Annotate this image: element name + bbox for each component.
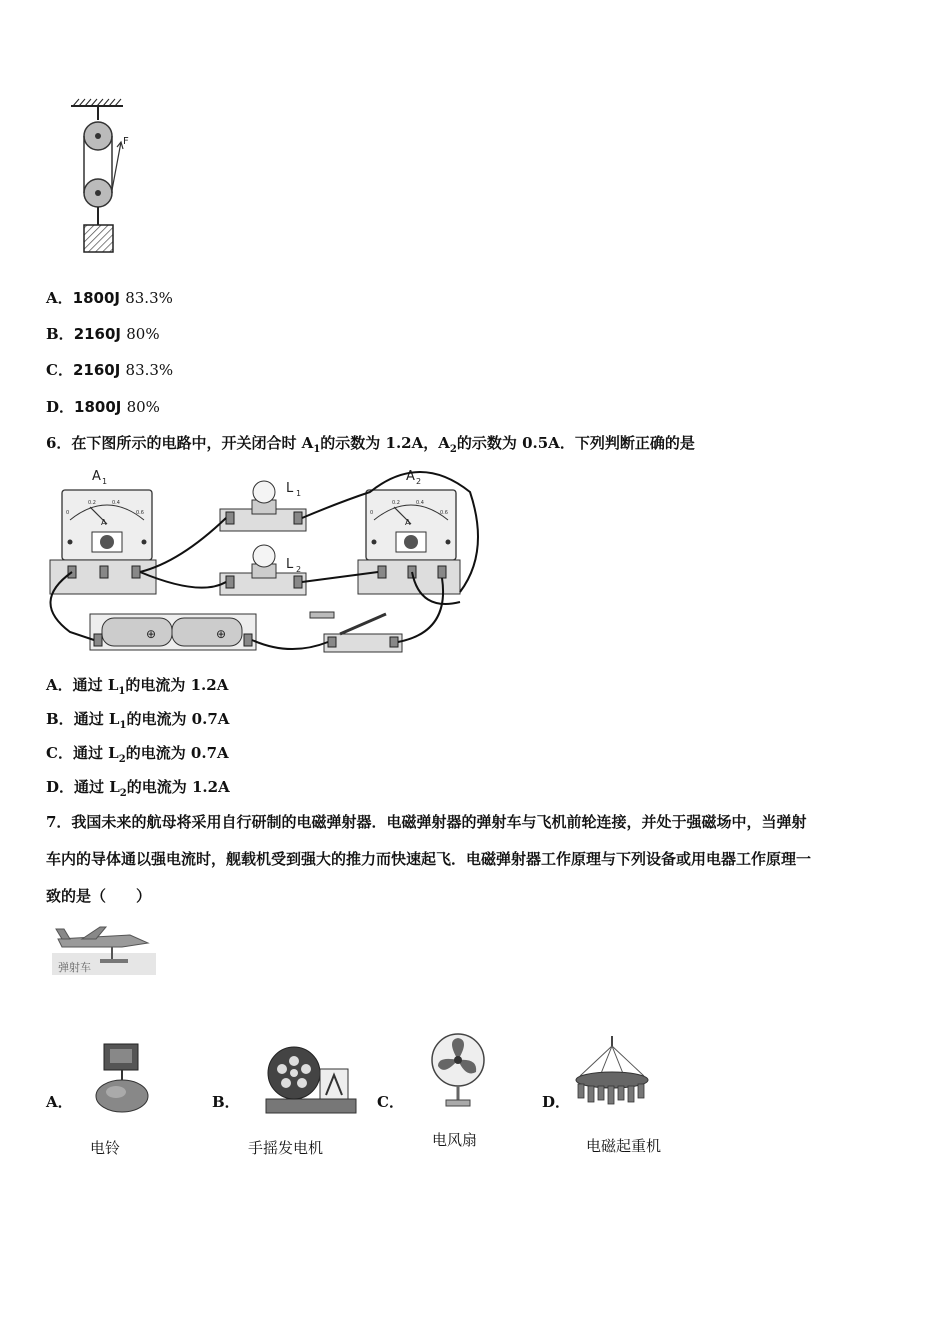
svg-text:2: 2 xyxy=(296,565,302,574)
q7-option-b[interactable]: B． xyxy=(212,1093,240,1111)
q7-stem-line2: 车内的导体通以强电流时，舰载机受到强大的推力而快速起飞．电磁弹射器工作原理与下列设备或用电器工作原理一 xyxy=(46,850,812,868)
caption-electric-bell: 电铃 xyxy=(90,1139,121,1157)
caption-hand-crank-generator: 手摇发电机 xyxy=(248,1139,324,1157)
q6-option-c[interactable]: C．通过 $L_2$的电流为 0.7A xyxy=(46,744,229,765)
catapult-label: 弹射车 xyxy=(58,961,91,974)
circuit-figure xyxy=(40,462,490,662)
lamp-l1 xyxy=(220,481,306,531)
hand-crank-generator-image xyxy=(264,1043,360,1117)
svg-text:0: 0 xyxy=(66,510,70,516)
svg-text:0.2: 0.2 xyxy=(392,500,400,506)
caption-electromagnetic-crane: 电磁起重机 xyxy=(586,1137,662,1155)
svg-text:0: 0 xyxy=(370,510,374,516)
q6-option-a[interactable]: A．通过 $L_1$的电流为 1.2A xyxy=(46,676,229,697)
q5-option-a[interactable]: A．1800J 83.3% xyxy=(46,289,173,307)
battery xyxy=(90,614,256,650)
svg-text:L: L xyxy=(286,557,294,572)
catapult-figure xyxy=(52,925,156,977)
electromagnetic-crane-image xyxy=(572,1034,652,1112)
caption-electric-fan: 电风扇 xyxy=(432,1131,478,1149)
q6-option-b[interactable]: B．通过 $L_1$的电流为 0.7A xyxy=(46,710,230,731)
q7-option-d[interactable]: D． xyxy=(542,1093,571,1111)
svg-text:⊕: ⊕ xyxy=(216,627,227,641)
q7-stem-line3: 致的是（ ） xyxy=(46,887,152,905)
svg-text:0.2: 0.2 xyxy=(88,500,96,506)
q7-option-a[interactable]: A． xyxy=(46,1093,73,1111)
svg-text:1: 1 xyxy=(102,477,108,486)
q6-stem: 6．在下图所示的电路中，开关闭合时 $A_1$的示数为 1.2A，$A_2$的示数为 0.5A．下列判断正确的是 xyxy=(46,434,695,455)
q7-option-c[interactable]: C． xyxy=(377,1093,404,1111)
svg-text:A: A xyxy=(101,518,107,527)
svg-text:L: L xyxy=(286,481,294,496)
svg-text:2: 2 xyxy=(416,477,422,486)
ammeter-a2 xyxy=(358,469,460,594)
svg-text:⊕: ⊕ xyxy=(146,627,157,641)
ammeter-a1 xyxy=(50,469,156,594)
svg-text:0.4: 0.4 xyxy=(112,500,120,506)
svg-text:0.6: 0.6 xyxy=(136,510,144,516)
svg-text:0.4: 0.4 xyxy=(416,500,424,506)
svg-text:1: 1 xyxy=(296,489,302,498)
svg-text:A: A xyxy=(92,469,101,484)
svg-text:A: A xyxy=(405,518,411,527)
switch xyxy=(310,612,402,652)
force-label: F xyxy=(123,136,129,147)
pulley-figure xyxy=(65,98,145,260)
svg-text:A: A xyxy=(406,469,415,484)
q7-stem-line1: 7．我国未来的航母将采用自行研制的电磁弹射器．电磁弹射器的弹射车与飞机前轮连接，并处于强磁场中，当弹射 xyxy=(46,813,807,831)
q6-option-d[interactable]: D．通过 $L_2$的电流为 1.2A xyxy=(46,778,230,799)
svg-text:0.6: 0.6 xyxy=(440,510,448,516)
electric-bell-image xyxy=(92,1040,152,1116)
electric-fan-image xyxy=(424,1030,492,1110)
q5-option-b[interactable]: B．2160J 80% xyxy=(46,325,160,343)
q5-option-c[interactable]: C．2160J 83.3% xyxy=(46,361,174,379)
lamp-l2 xyxy=(220,545,306,595)
q5-option-d[interactable]: D．1800J 80% xyxy=(46,398,160,416)
